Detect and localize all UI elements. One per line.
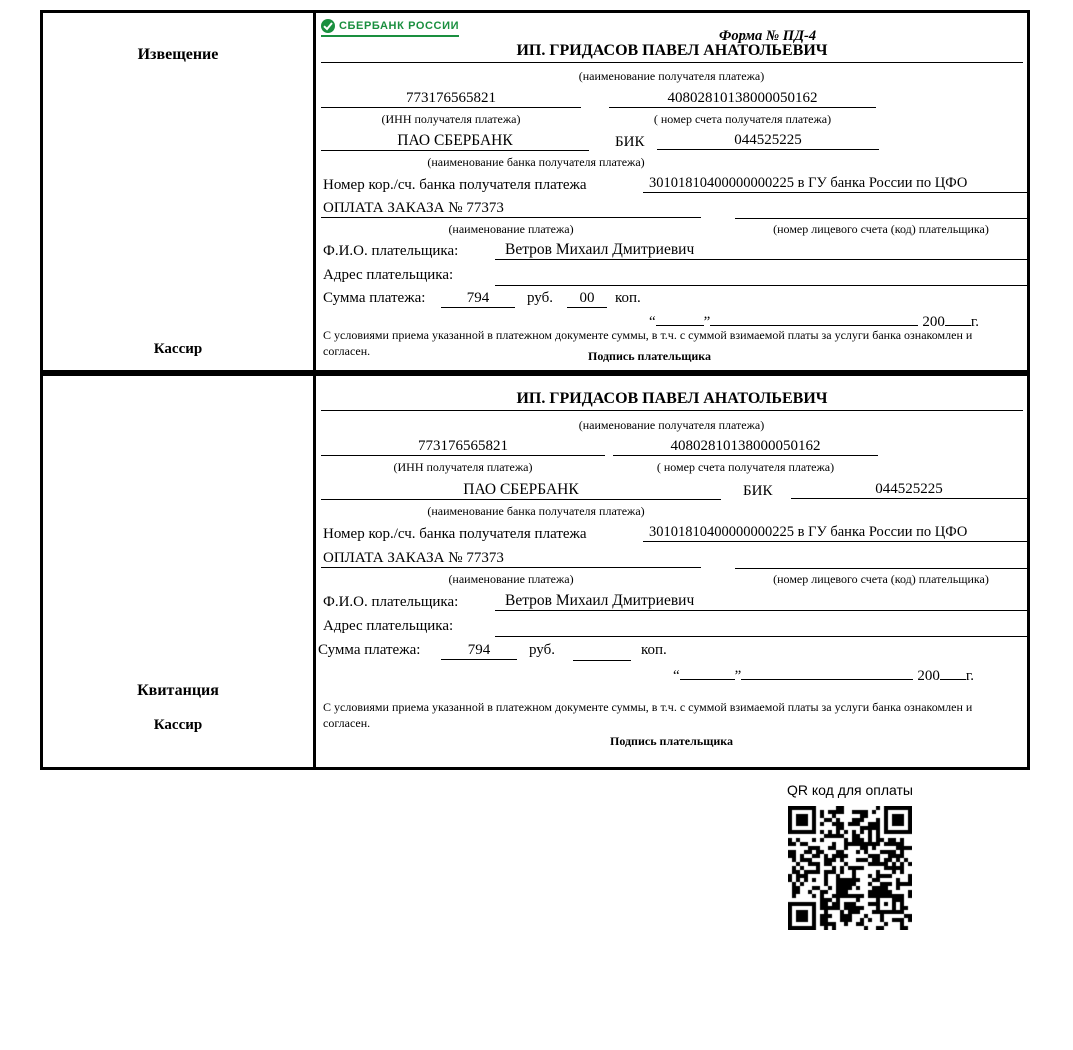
account-caption: ( номер счета получателя платежа) bbox=[653, 112, 832, 126]
column-divider bbox=[313, 376, 316, 767]
quote-close: ” bbox=[734, 668, 742, 684]
payee-inn: 773176565821 bbox=[321, 438, 605, 456]
corr-account-label: Номер кор./сч. банка получателя платежа bbox=[323, 177, 587, 193]
bik-value: 044525225 bbox=[657, 132, 879, 150]
year-suffix: г. bbox=[965, 668, 975, 684]
personal-account-blank bbox=[735, 550, 1027, 569]
payer-name-label: Ф.И.О. плательщика: bbox=[323, 594, 459, 610]
kop-label: коп. bbox=[615, 290, 641, 306]
agreement-text: С условиями приема указанной в платежном документе суммы, в т.ч. с суммой взимаемой платы за услуги банка ознакомлен и согласен. bbox=[323, 700, 973, 730]
quote-open: “ bbox=[649, 314, 656, 330]
payment-purpose: ОПЛАТА ЗАКАЗА № 77373 bbox=[321, 550, 701, 568]
cashier-label: Кассир bbox=[153, 341, 203, 357]
payer-address-blank bbox=[495, 267, 1027, 286]
date-day-blank bbox=[656, 312, 704, 326]
year-blank bbox=[940, 666, 966, 680]
date-month-blank bbox=[741, 666, 913, 680]
payee-name: ИП. ГРИДАСОВ ПАВЕЛ АНАТОЛЬЕВИЧ bbox=[321, 390, 1023, 411]
bank-name: ПАО СБЕРБАНК bbox=[321, 132, 589, 151]
qr-code bbox=[788, 806, 912, 930]
payer-address-blank bbox=[495, 618, 1027, 637]
amount-label: Сумма платежа: bbox=[318, 642, 421, 658]
purpose-caption: (наименование платежа) bbox=[448, 572, 574, 586]
bik-label: БИК bbox=[615, 134, 645, 150]
quote-close: ” bbox=[703, 314, 711, 330]
purpose-caption: (наименование платежа) bbox=[448, 222, 574, 236]
bik-label: БИК bbox=[743, 483, 773, 499]
amount-kop-value: 00 bbox=[567, 290, 607, 308]
payer-address-label: Адрес плательщика: bbox=[323, 618, 454, 634]
agreement-text: С условиями приема указанной в платежном документе суммы, в т.ч. с суммой взимаемой платы за услуги банка ознакомлен и согласен. bbox=[323, 328, 973, 358]
sberbank-logo-icon bbox=[321, 19, 335, 33]
sberbank-logo-underline bbox=[321, 35, 459, 37]
signature-label: Подпись плательщика bbox=[588, 349, 711, 363]
payer-name-label: Ф.И.О. плательщика: bbox=[323, 243, 459, 259]
year-suffix: г. bbox=[970, 314, 980, 330]
corr-account-label: Номер кор./сч. банка получателя платежа bbox=[323, 526, 587, 542]
amount-rub-value: 794 bbox=[441, 290, 515, 308]
amount-rub-value: 794 bbox=[441, 642, 517, 660]
payment-purpose: ОПЛАТА ЗАКАЗА № 77373 bbox=[321, 200, 701, 218]
personal-account-caption: (номер лицевого счета (код) плательщика) bbox=[773, 572, 989, 586]
personal-account-blank bbox=[735, 200, 1027, 219]
inn-caption: (ИНН получателя платежа) bbox=[381, 112, 521, 126]
date-day-blank bbox=[680, 666, 735, 680]
column-divider bbox=[313, 13, 316, 370]
payee-inn: 773176565821 bbox=[321, 90, 581, 108]
rub-label: руб. bbox=[527, 290, 553, 306]
corr-account-value: 30101810400000000225 в ГУ банка России по ЦФО bbox=[643, 524, 1027, 542]
amount-label: Сумма платежа: bbox=[323, 290, 426, 306]
sberbank-logo bbox=[321, 19, 459, 37]
account-caption: ( номер счета получателя платежа) bbox=[656, 460, 835, 474]
amount-kop-value bbox=[573, 642, 631, 661]
bik-value: 044525225 bbox=[791, 481, 1027, 499]
cashier-label: Кассир bbox=[153, 717, 203, 733]
payee-name: ИП. ГРИДАСОВ ПАВЕЛ АНАТОЛЬЕВИЧ bbox=[321, 42, 1023, 63]
personal-account-caption: (номер лицевого счета (код) плательщика) bbox=[773, 222, 989, 236]
payer-name-value: Ветров Михаил Дмитриевич bbox=[495, 241, 1027, 260]
form-number: Форма № ПД-4 bbox=[719, 28, 817, 44]
quote-open: “ bbox=[673, 668, 680, 684]
kop-label: коп. bbox=[641, 642, 667, 658]
year-prefix: 200 bbox=[922, 314, 945, 330]
sberbank-logo-text: СБЕРБАНК РОССИИ bbox=[339, 20, 460, 32]
payee-account: 40802810138000050162 bbox=[609, 90, 876, 108]
bank-caption: (наименование банка получателя платежа) bbox=[427, 504, 645, 518]
inn-caption: (ИНН получателя платежа) bbox=[393, 460, 533, 474]
qr-caption: QR код для оплаты bbox=[786, 782, 913, 798]
bank-caption: (наименование банка получателя платежа) bbox=[427, 155, 645, 169]
payee-caption: (наименование получателя платежа) bbox=[578, 69, 765, 83]
corr-account-value: 30101810400000000225 в ГУ банка России по ЦФО bbox=[643, 175, 1027, 193]
date-line bbox=[673, 666, 974, 685]
date-month-blank bbox=[710, 312, 918, 326]
payer-name-value: Ветров Михаил Дмитриевич bbox=[495, 592, 1027, 611]
year-prefix: 200 bbox=[917, 668, 940, 684]
signature-label: Подпись плательщика bbox=[610, 734, 733, 748]
payer-address-label: Адрес плательщика: bbox=[323, 267, 454, 283]
receipt-section bbox=[40, 373, 1030, 770]
year-blank bbox=[945, 312, 971, 326]
notice-section bbox=[40, 10, 1030, 373]
rub-label: руб. bbox=[529, 642, 555, 658]
payee-account: 40802810138000050162 bbox=[613, 438, 878, 456]
bank-name: ПАО СБЕРБАНК bbox=[321, 481, 721, 500]
notice-title: Извещение bbox=[137, 46, 219, 63]
receipt-title: Квитанция bbox=[137, 682, 219, 699]
payee-caption: (наименование получателя платежа) bbox=[578, 418, 765, 432]
